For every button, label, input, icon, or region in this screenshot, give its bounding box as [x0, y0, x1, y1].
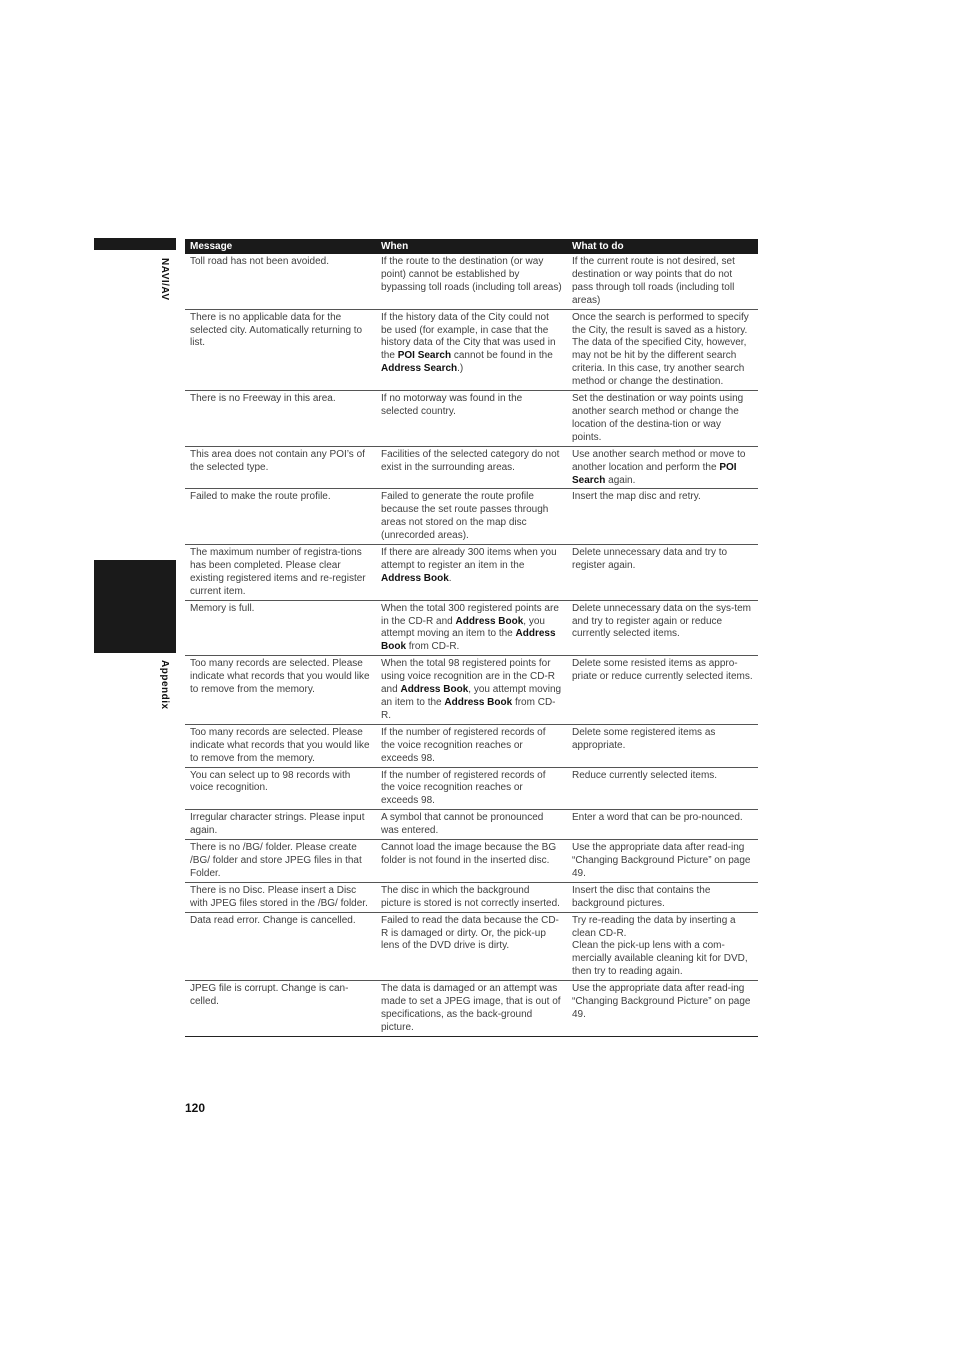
table-row — [185, 981, 758, 1037]
error-message-table — [185, 239, 758, 1037]
table-header-row — [185, 239, 758, 254]
cell-todo: Reduce currently selected items. — [567, 767, 758, 810]
text-run: . — [448, 572, 452, 584]
cell-message: JPEG file is corrupt. Change is can-celled. — [185, 981, 376, 1037]
cell-todo: Delete unnecessary data on the sys-tem and try to register again or reduce currently selected items. — [567, 600, 758, 656]
bold-term: POI Search — [397, 350, 452, 362]
bold-term: Address Book — [444, 697, 513, 708]
cell-message: There is no applicable data for the selected city. Automatically returning to list. — [185, 309, 376, 390]
todo-line: Clean the pick-up lens with a com-mercially available cleaning kit for DVD, then try to reading again. — [572, 940, 748, 978]
cell-message: There is no Disc. Please insert a Disc with JPEG files stored in the /BG/ folder. — [185, 882, 376, 912]
side-tab-appendix-label: Appendix — [159, 660, 170, 710]
table-row — [185, 309, 758, 390]
cell-when — [376, 600, 567, 656]
cell-todo: Once the search is performed to specify the City, the result is saved as a history. The data of the specified City, however, may not be hit by the different search criteria. In this case, try another search method or change the destination. — [567, 309, 758, 390]
cell-message: Data read error. Change is cancelled. — [185, 912, 376, 981]
text-run: from CD-R. — [381, 697, 556, 721]
cell-when: Cannot load the image because the BG folder is not found in the inserted disc. — [376, 840, 567, 883]
cell-message: There is no Freeway in this area. — [185, 391, 376, 447]
text-run: , you attempt moving an item to the — [381, 615, 545, 640]
table-row — [185, 882, 758, 912]
text-run: When the total 98 registered points for using voice recognition are in the CD-R and — [381, 658, 555, 696]
cell-todo — [567, 912, 758, 981]
cell-message: There is no /BG/ folder. Please create /BG/ folder and store JPEG files in that Folder. — [185, 840, 376, 883]
table-row — [185, 254, 758, 309]
cell-message: Too many records are selected. Please indicate what records that you would like to remove from the memory. — [185, 724, 376, 767]
table-row — [185, 391, 758, 447]
cell-when: The data is damaged or an attempt was made to set a JPEG image, that is out of specifications, as the back-ground picture. — [376, 981, 567, 1037]
side-tab-navi-label: NAVI/AV — [159, 258, 170, 301]
cell-when: Facilities of the selected category do not exist in the surrounding areas. — [376, 446, 567, 489]
cell-todo: Delete some registered items as appropriate. — [567, 724, 758, 767]
table-row — [185, 810, 758, 840]
table-row — [185, 840, 758, 883]
cell-message: The maximum number of registra-tions has been completed. Please clear existing registered items and re-register current item. — [185, 545, 376, 601]
text-run: When the total 300 registered points are in the CD-R and — [381, 602, 559, 627]
cell-message: Irregular character strings. Please input again. — [185, 810, 376, 840]
cell-message: Memory is full. — [185, 600, 376, 656]
bold-term: Address Search — [381, 363, 458, 375]
bold-term: Address Book — [381, 572, 449, 584]
text-run: Use another search method or move to another location and perform the — [572, 448, 746, 473]
text-run: .) — [457, 363, 464, 375]
cell-when: If the route to the destination (or way point) cannot be established by bypassing toll roads (including toll areas) — [376, 254, 567, 309]
cell-todo: Insert the map disc and retry. — [567, 489, 758, 545]
cell-message: You can select up to 98 records with voice recognition. — [185, 767, 376, 810]
cell-when: Failed to generate the route profile because the set route passes through areas not stored on the map disc (unrecorded areas). — [376, 489, 567, 545]
side-tab-appendix-block — [94, 560, 176, 653]
bold-term: Address Book — [400, 684, 469, 696]
cell-todo: Use the appropriate data after read-ing “Changing Background Picture” on page 49. — [567, 981, 758, 1037]
cell-message: Toll road has not been avoided. — [185, 254, 376, 309]
text-run: again. — [605, 474, 636, 486]
side-tab-navi-bar — [94, 238, 176, 250]
text-run: If the history data of the City could not be used (for example, in case that the history data of the City that was used in the — [381, 311, 556, 362]
table-row — [185, 545, 758, 601]
table-row — [185, 724, 758, 767]
cell-when: If the number of registered records of the voice recognition reaches or exceeds 98. — [376, 724, 567, 767]
cell-todo — [567, 446, 758, 489]
cell-when — [376, 656, 567, 725]
cell-todo: Use the appropriate data after read-ing “Changing Background Picture” on page 49. — [567, 840, 758, 883]
text-run: from CD-R. — [406, 641, 460, 653]
cell-when — [376, 309, 567, 390]
table-row — [185, 912, 758, 981]
page-number: 120 — [185, 1101, 206, 1115]
cell-when: The disc in which the background picture is stored is not correctly inserted. — [376, 882, 567, 912]
table-row — [185, 600, 758, 656]
cell-message: This area does not contain any POI’s of the selected type. — [185, 446, 376, 489]
bold-term: POI Search — [572, 461, 737, 486]
cell-message: Too many records are selected. Please indicate what records that you would like to remove from the memory. — [185, 656, 376, 725]
bold-term: Address Book — [455, 615, 524, 627]
cell-todo: Enter a word that can be pro-nounced. — [567, 810, 758, 840]
cell-message: Failed to make the route profile. — [185, 489, 376, 545]
header-what-to-do: What to do — [567, 239, 758, 254]
text-run: , you attempt moving an item to the — [381, 684, 562, 708]
table-row — [185, 489, 758, 545]
cell-when — [376, 545, 567, 601]
cell-when: If the number of registered records of the voice recognition reaches or exceeds 98. — [376, 767, 567, 810]
header-when: When — [376, 239, 567, 254]
cell-when: If no motorway was found in the selected country. — [376, 391, 567, 447]
table-row — [185, 656, 758, 725]
todo-line: Try re-reading the data by inserting a clean CD-R. — [572, 914, 736, 939]
table-row — [185, 446, 758, 489]
text-run: cannot be found in the — [451, 350, 553, 362]
cell-when: Failed to read the data because the CD-R is damaged or dirty. Or, the pick-up lens of the DVD drive is dirty. — [376, 912, 567, 981]
cell-todo: If the current route is not desired, set destination or way points that do not pass through toll roads (including toll areas) — [567, 254, 758, 309]
cell-todo: Set the destination or way points using another search method or change the location of the destina-tion or way points. — [567, 391, 758, 447]
cell-todo: Delete unnecessary data and try to register again. — [567, 545, 758, 601]
text-run: If there are already 300 items when you attempt to register an item in the — [381, 547, 557, 571]
cell-when: A symbol that cannot be pronounced was entered. — [376, 810, 567, 840]
header-message: Message — [185, 239, 376, 254]
cell-todo: Insert the disc that contains the background pictures. — [567, 882, 758, 912]
cell-todo: Delete some resisted items as appro-priate or reduce currently selected items. — [567, 656, 758, 725]
table-row — [185, 767, 758, 810]
bold-term: Address Book — [381, 628, 556, 653]
